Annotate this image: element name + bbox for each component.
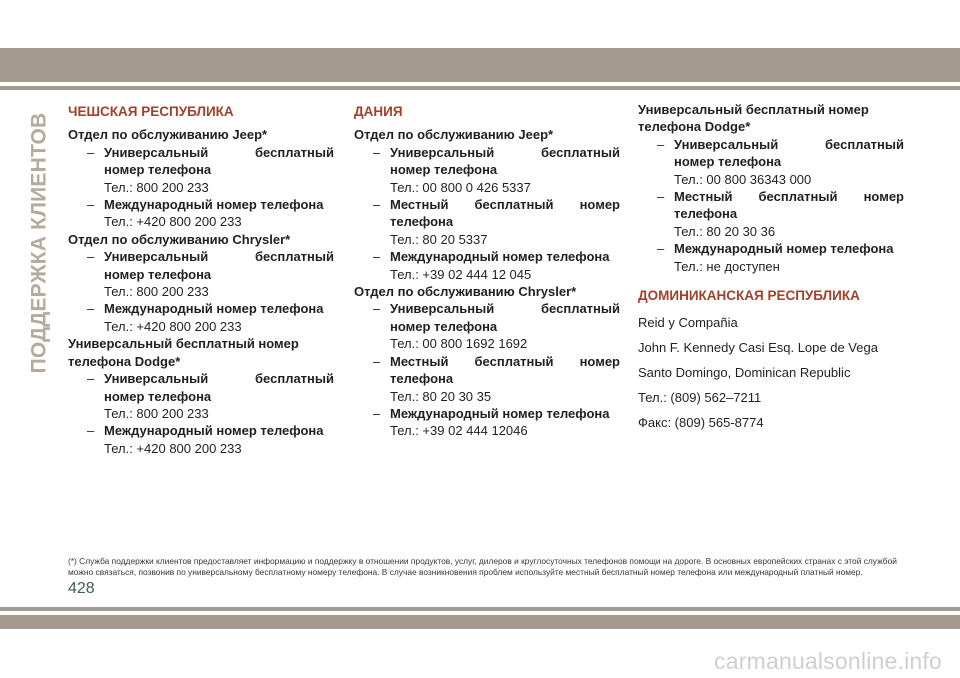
footer-rule <box>0 607 960 611</box>
item-phone: Тел.: 800 200 233 <box>104 179 209 195</box>
section-title-denmark: ДАНИЯ <box>354 104 403 119</box>
list-item <box>68 300 334 335</box>
item-phone: Тел.: +420 800 200 233 <box>104 440 242 456</box>
dash-bullet: – <box>87 423 95 439</box>
item-phone: Тел.: 80 20 5337 <box>390 231 488 247</box>
item-label: Местный бесплатный номер телефона <box>390 197 620 230</box>
dash-bullet: – <box>373 249 381 265</box>
header-band <box>0 48 960 82</box>
group-heading: Отдел по обслуживанию Chrysler* <box>354 284 577 300</box>
list-item <box>638 188 904 240</box>
item-label: Международный номер телефона <box>390 405 610 421</box>
list-item <box>638 136 904 188</box>
dash-bullet: – <box>87 301 95 317</box>
group-heading: Отдел по обслуживанию Chrysler* <box>68 231 291 247</box>
dash-bullet: – <box>87 371 95 387</box>
list-item <box>68 196 334 231</box>
dash-bullet: – <box>373 405 381 421</box>
fax-line: Факс: (809) 565-8774 <box>638 415 764 431</box>
list-item <box>68 248 334 300</box>
dash-bullet: – <box>657 189 665 205</box>
group-heading: Отдел по обслуживанию Jeep* <box>354 127 554 143</box>
list-item <box>354 248 620 283</box>
dash-bullet: – <box>87 197 95 213</box>
phone-line: Тел.: (809) 562–7211 <box>638 390 762 406</box>
item-phone: Тел.: +420 800 200 233 <box>104 318 242 334</box>
header-rule <box>0 86 960 90</box>
list-item <box>354 300 620 352</box>
list-item <box>68 422 334 457</box>
item-label: Международный номер телефона <box>104 301 324 317</box>
item-phone: Тел.: 800 200 233 <box>104 284 209 300</box>
column-2 <box>354 101 620 440</box>
item-phone: Тел.: не доступен <box>674 258 780 274</box>
dash-bullet: – <box>87 144 95 160</box>
dash-bullet: – <box>373 353 381 369</box>
list-item <box>68 370 334 422</box>
item-label: Универсальный бесплатный номер телефона <box>104 144 334 178</box>
item-label: Международный номер телефона <box>390 249 610 265</box>
dash-bullet: – <box>373 144 381 160</box>
dash-bullet: – <box>657 136 665 152</box>
item-phone: Тел.: +39 02 444 12 045 <box>390 266 532 282</box>
dash-bullet: – <box>87 249 95 265</box>
side-tab-label: ПОДДЕРЖКА КЛИЕНТОВ <box>27 112 50 374</box>
item-phone: Тел.: +420 800 200 233 <box>104 214 242 230</box>
column-3 <box>638 101 904 439</box>
list-item <box>68 144 334 196</box>
item-label: Универсальный бесплатный номер телефона <box>390 144 620 178</box>
item-phone: Тел.: 00 800 1692 1692 <box>390 336 528 352</box>
list-item <box>354 405 620 440</box>
section-title-czech: ЧЕШСКАЯ РЕСПУБЛИКА <box>68 104 234 119</box>
item-label: Международный номер телефона <box>104 197 324 213</box>
group-heading: Отдел по обслуживанию Jeep* <box>68 127 268 143</box>
group-heading: Универсальный бесплатный номер телефона Dodge* <box>638 102 869 135</box>
item-label: Международный номер телефона <box>674 241 894 257</box>
list-item <box>354 353 620 405</box>
group-heading: Универсальный бесплатный номер телефона Dodge* <box>68 336 299 369</box>
dash-bullet: – <box>373 301 381 317</box>
item-label: Местный бесплатный номер телефона <box>390 353 620 387</box>
item-label: Международный номер телефона <box>104 423 324 439</box>
list-item <box>354 144 620 196</box>
item-label: Местный бесплатный номер телефона <box>674 189 904 222</box>
item-label: Универсальный бесплатный номер телефона <box>104 371 334 404</box>
watermark: carmanualsonline.info <box>714 648 942 674</box>
list-item <box>354 196 620 248</box>
item-label: Универсальный бесплатный номер телефона <box>390 301 620 334</box>
dash-bullet: – <box>373 197 381 213</box>
page-number: 428 <box>68 580 95 597</box>
item-phone: Тел.: +39 02 444 12046 <box>390 423 528 439</box>
item-phone: Тел.: 00 800 0 426 5337 <box>390 179 531 195</box>
column-1 <box>68 101 334 457</box>
section-title-dominican: ДОМИНИКАНСКАЯ РЕСПУБЛИКА <box>638 288 860 304</box>
footer-band <box>0 615 960 629</box>
dash-bullet: – <box>657 241 665 257</box>
item-phone: Тел.: 800 200 233 <box>104 405 209 421</box>
item-phone: Тел.: 80 20 30 36 <box>674 223 776 239</box>
footnote: (*) Служба поддержки клиентов предоставляет информацию и поддержку в отношении продуктов, услуг, дилеров и круглосуточных телефонов помощи на дороге. В основных европейских странах с этой службой можно связаться, позвонив по универсальному бесплатному номеру телефона. В случае возникновения проблем используйте местный бесплатный номер телефона или международный платный номер. <box>68 556 897 577</box>
item-phone: Тел.: 00 800 36343 000 <box>674 171 812 187</box>
address-line: Reid y Compañia <box>638 315 738 331</box>
item-phone: Тел.: 80 20 30 35 <box>390 388 492 404</box>
side-tab <box>26 102 52 384</box>
item-label: Универсальный бесплатный номер телефона <box>674 136 904 170</box>
address-line: John F. Kennedy Casi Esq. Lope de Vega <box>638 340 878 356</box>
item-label: Универсальный бесплатный номер телефона <box>104 249 334 282</box>
address-line: Santo Domingo, Dominican Republic <box>638 365 851 381</box>
list-item <box>638 240 904 275</box>
